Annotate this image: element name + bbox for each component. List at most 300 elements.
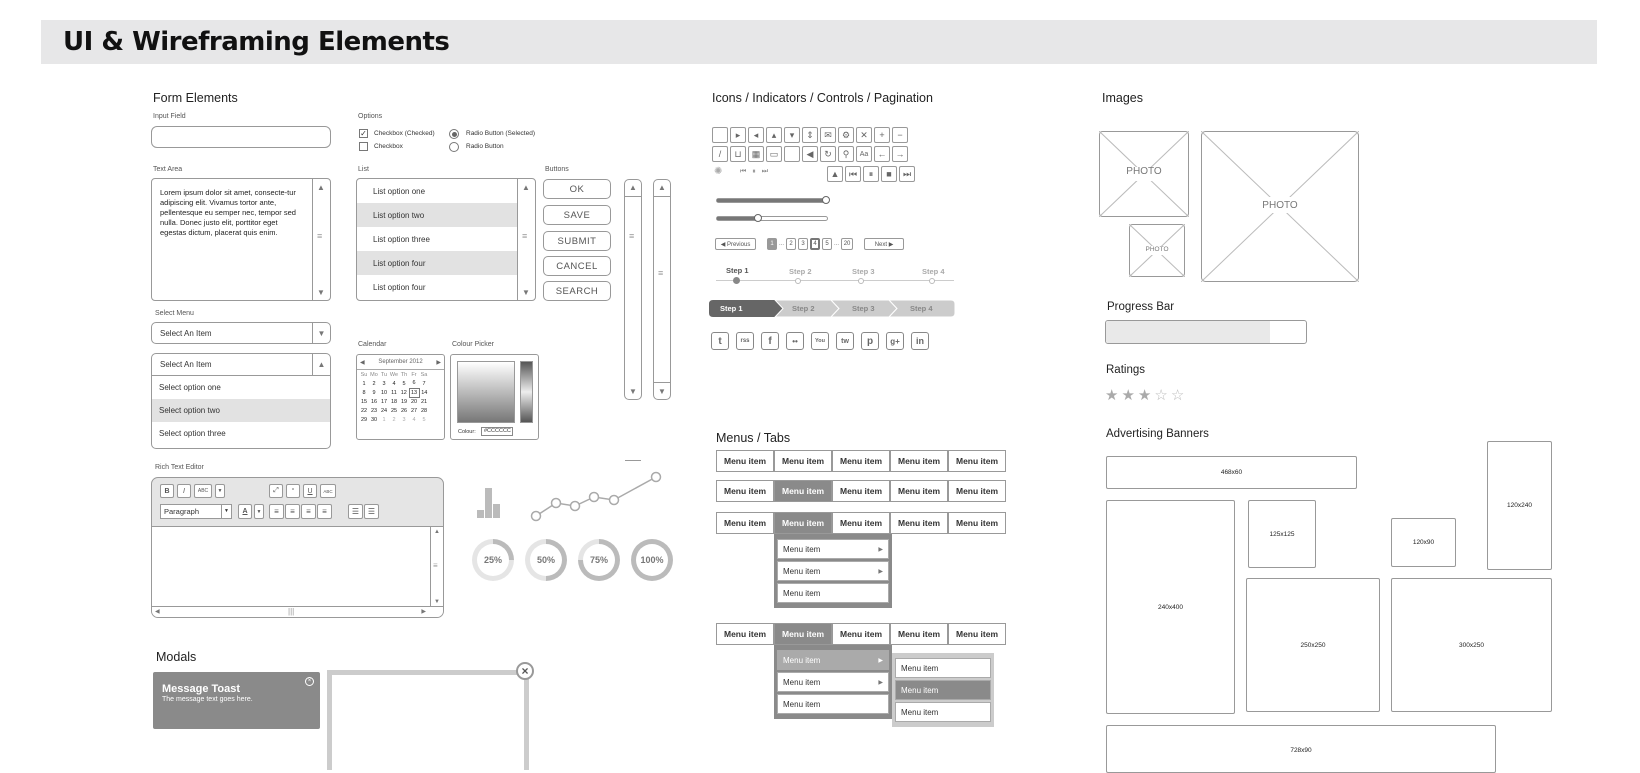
chevron-right-icon: ▶ (878, 657, 883, 664)
calendar-day[interactable]: 21 (420, 398, 428, 405)
submit-button[interactable]: SUBMIT (543, 231, 611, 251)
calendar-day[interactable]: 18 (390, 398, 398, 405)
scroll-down-icon[interactable]: ▼ (317, 288, 325, 297)
chevron-down-icon[interactable]: ▼ (215, 484, 225, 498)
select-menu-label: Select Menu (155, 310, 194, 317)
list-box[interactable] (356, 178, 536, 301)
radio-selected[interactable] (449, 129, 459, 139)
checkbox-label: Checkbox (374, 143, 403, 150)
donut-label: 75% (583, 544, 615, 576)
scroll-down-icon[interactable]: ▼ (434, 599, 440, 605)
scroll-grip-icon[interactable]: ≡ (629, 231, 635, 241)
calendar-day[interactable]: 2 (372, 380, 376, 387)
dropdown-menu (774, 534, 892, 608)
plus-icon[interactable]: + (874, 127, 890, 143)
calendar-day[interactable]: 2 (392, 416, 396, 423)
select-menu-open[interactable] (151, 353, 331, 449)
menu-item[interactable]: Menu item (716, 450, 774, 472)
icons-title: Icons / Indicators / Controls / Pagination (712, 91, 933, 105)
checkbox-checked[interactable]: ✓ (360, 129, 367, 138)
calendar-day[interactable]: 14 (421, 389, 428, 396)
list-item[interactable]: List option four (373, 282, 426, 292)
arrow-down-icon[interactable]: ▾ (784, 127, 800, 143)
skip-back-icon[interactable]: ⏮ (845, 166, 861, 182)
step-breadcrumb-label[interactable]: Step 3 (852, 304, 875, 313)
progress-title: Progress Bar (1107, 301, 1175, 313)
menu-item[interactable]: Menu item (716, 512, 774, 534)
volume-icon[interactable]: ◀ (802, 146, 818, 162)
step-label: Step 4 (922, 267, 945, 276)
menu-bar (716, 623, 1006, 645)
calendar-day-header: Th (400, 371, 408, 378)
scroll-up-icon[interactable]: ▲ (522, 183, 530, 192)
chevron-up-icon[interactable]: ▲ (312, 354, 330, 375)
facebook-icon[interactable]: f (761, 332, 779, 350)
calendar-day[interactable]: 20 (410, 398, 418, 405)
form-elements-title: Form Elements (153, 91, 238, 105)
buttons-label: Buttons (545, 166, 569, 173)
submenu-item-label: Menu item (901, 663, 939, 673)
checkbox-checked-label: Checkbox (Checked) (374, 130, 435, 137)
calendar-day[interactable]: 8 (362, 389, 366, 396)
dropdown-item[interactable] (777, 672, 889, 692)
menu-item-selected[interactable]: Menu item (774, 623, 832, 645)
scroll-right-icon[interactable]: ▶ (421, 609, 426, 615)
underline-icon[interactable]: U (303, 484, 317, 498)
text-area-label: Text Area (153, 166, 183, 173)
input-field[interactable] (151, 126, 331, 148)
dropdown-item-label: Menu item (783, 544, 821, 554)
list-item[interactable]: List option four (357, 251, 518, 275)
banner-240x400: 240x400 (1106, 500, 1235, 714)
scroll-up-icon[interactable]: ▲ (434, 529, 440, 535)
list-item[interactable]: List option one (373, 186, 426, 196)
stop-icon[interactable]: ■ (881, 166, 897, 182)
list-item[interactable]: List option two (357, 203, 518, 227)
calendar-day[interactable]: 16 (370, 398, 378, 405)
tumblr-icon[interactable]: t (711, 332, 729, 350)
calendar-day[interactable]: 9 (372, 389, 376, 396)
editor-body[interactable] (152, 526, 443, 618)
calculator-icon[interactable]: ▦ (748, 146, 764, 162)
step-dot (795, 278, 801, 284)
chevron-down-icon[interactable]: ▼ (254, 504, 264, 519)
slider-handle[interactable] (754, 214, 762, 222)
step-label: Step 3 (852, 267, 875, 276)
banner-125x125: 125x125 (1248, 500, 1316, 568)
align-justify-icon[interactable]: ≡ (317, 504, 332, 519)
star-filled-icon[interactable]: ★ (1121, 387, 1135, 404)
step-dot (929, 278, 935, 284)
colour-value-field[interactable]: #CCCCCC (481, 427, 513, 436)
spellcheck-icon[interactable]: ABC (194, 484, 212, 498)
font-color-icon[interactable]: A (238, 504, 252, 519)
text-area-content: Lorem ipsum dolor sit amet, consecte-tur adipiscing elit. Vivamus tortor ante, pellentesque eu semper nec, tempor sed nulla. Donec justo elit, porttitor eget egestas dictum, placerat quis enim. (160, 188, 296, 237)
submenu-item-label: Menu item (901, 707, 939, 717)
menu-bar (716, 480, 1006, 502)
calendar-day-header: Mo (370, 371, 378, 378)
editor-hscroll[interactable] (152, 606, 443, 618)
slider-handle[interactable] (822, 196, 830, 204)
scroll-left-icon[interactable]: ◀ (155, 609, 160, 615)
dropdown-menu (774, 645, 892, 719)
pagination-prev[interactable]: ◀ Previous (715, 238, 756, 250)
pinterest-icon[interactable]: p (861, 332, 879, 350)
progress-bar (1105, 320, 1307, 344)
colour-slider[interactable] (520, 361, 533, 423)
search-button[interactable]: SEARCH (543, 281, 611, 301)
menu-item[interactable]: Menu item (948, 623, 1006, 645)
calendar-day[interactable]: 23 (370, 407, 378, 414)
star-rating[interactable] (1105, 386, 1184, 404)
close-icon[interactable]: ✕ (856, 127, 872, 143)
menu-item[interactable]: Menu item (948, 512, 1006, 534)
message-toast (153, 672, 320, 729)
calendar-day[interactable]: 7 (422, 380, 426, 387)
scroll-down-icon[interactable]: ▼ (522, 288, 530, 297)
dropdown-item[interactable] (777, 539, 889, 559)
calendar-day-header: We (389, 371, 399, 378)
dropdown-item-label: Menu item (783, 566, 821, 576)
text-area[interactable] (151, 178, 331, 301)
menu-item[interactable]: Menu item (832, 623, 890, 645)
star-filled-icon[interactable]: ★ (1105, 387, 1119, 404)
close-icon[interactable]: × (305, 677, 314, 686)
menu-item[interactable]: Menu item (890, 512, 948, 534)
numbered-list-icon[interactable]: ☰ (364, 504, 379, 519)
donut-label: 50% (530, 544, 562, 576)
scroll-grip-icon[interactable]: ≡ (658, 268, 664, 278)
select-value: Select An Item (160, 360, 212, 369)
menu-item[interactable]: Menu item (948, 480, 1006, 502)
progress-fill (1106, 321, 1270, 343)
pencil-icon[interactable]: / (712, 146, 728, 162)
bold-icon[interactable]: B (160, 484, 174, 498)
chevron-right-icon: ▶ (878, 546, 883, 553)
scroll-up-icon[interactable]: ▲ (317, 183, 325, 192)
select-option[interactable]: Select option one (159, 383, 221, 392)
calendar-day[interactable]: 15 (360, 398, 368, 405)
donut-indicator (631, 539, 673, 581)
youtube-icon[interactable]: You (811, 332, 829, 350)
search-icon[interactable]: ⚲ (838, 146, 854, 162)
minus-icon[interactable]: − (892, 127, 908, 143)
submenu (892, 653, 994, 727)
prev-month-icon[interactable]: ◀ (360, 359, 365, 366)
forward-arrow-icon[interactable]: → (892, 146, 908, 162)
rss-icon[interactable]: rss (736, 332, 754, 350)
blank-icon[interactable] (712, 127, 728, 143)
star-filled-icon[interactable]: ★ (1137, 387, 1152, 404)
calendar[interactable] (356, 354, 445, 440)
menus-title: Menus / Tabs (716, 431, 791, 445)
google-plus-icon[interactable]: g+ (886, 332, 904, 350)
list-label: List (358, 166, 369, 173)
italic-icon[interactable]: I (177, 484, 191, 498)
icon-row-3 (827, 166, 915, 182)
cart-icon[interactable]: ⊔ (730, 146, 746, 162)
radio-label: Radio Button (466, 143, 504, 150)
dropdown-item[interactable] (777, 583, 889, 603)
photo-label: PHOTO (1262, 200, 1298, 211)
calendar-day[interactable]: 12 (400, 389, 407, 396)
menu-item[interactable]: Menu item (774, 450, 832, 472)
step-track (716, 280, 954, 281)
pagination-page[interactable]: 20 (841, 238, 853, 250)
font-size-icon[interactable]: Aa (856, 146, 872, 162)
calendar-day[interactable]: 26 (400, 407, 408, 414)
menu-item[interactable]: Menu item (832, 480, 890, 502)
toast-title: Message Toast (162, 683, 241, 695)
media-controls-icon[interactable]: ⏮ ⏸ ⏭ (740, 168, 770, 175)
modal-window (327, 670, 529, 770)
linkedin-icon[interactable]: in (911, 332, 929, 350)
dropdown-item-highlighted[interactable] (777, 650, 889, 670)
donut-indicator (578, 539, 620, 581)
arrow-up-icon[interactable]: ▴ (766, 127, 782, 143)
calendar-day[interactable]: 24 (380, 407, 388, 414)
calendar-day[interactable]: 1 (382, 416, 386, 423)
play-icon[interactable]: ▸ (730, 127, 746, 143)
checkbox[interactable] (359, 142, 368, 151)
step-dot (858, 278, 864, 284)
chevron-right-icon: ▶ (878, 679, 883, 686)
dropdown-item-label: Menu item (783, 699, 821, 709)
calendar-day[interactable]: 11 (391, 389, 397, 396)
menu-item[interactable]: Menu item (890, 623, 948, 645)
calendar-day[interactable]: 29 (360, 416, 368, 423)
calendar-label: Calendar (358, 341, 387, 348)
save-button[interactable]: SAVE (543, 205, 611, 225)
line-chart-icon (530, 468, 665, 522)
banner-120x90: 120x90 (1391, 518, 1456, 567)
icon-row-1 (712, 127, 908, 143)
align-center-icon[interactable]: ≡ (285, 504, 300, 519)
calendar-day[interactable]: 4 (392, 380, 396, 387)
calendar-day[interactable]: 30 (370, 416, 378, 423)
chevron-right-icon: ▶ (878, 568, 883, 575)
dropdown-item-label: Menu item (783, 655, 821, 665)
star-empty-icon[interactable]: ☆ (1154, 387, 1168, 404)
scroll-down-icon[interactable]: ▼ (658, 387, 666, 396)
banner-468x60: 468x60 (1106, 456, 1357, 489)
calendar-day[interactable]: 6 (412, 380, 416, 387)
text-area-scrollbar[interactable] (312, 179, 330, 300)
scroll-up-icon[interactable]: ▲ (658, 183, 666, 192)
photo-label: PHOTO (1145, 246, 1169, 253)
paragraph-select-value: Paragraph (164, 507, 200, 516)
banners-title: Advertising Banners (1106, 428, 1209, 440)
dropdown-item-label: Menu item (783, 677, 821, 687)
pagination-next[interactable]: Next ▶ (864, 238, 904, 250)
pause-icon[interactable]: ⏸ (863, 166, 879, 182)
page-title: UI & Wireframing Elements (63, 27, 450, 57)
scroll-grip-icon[interactable]: ≡ (433, 561, 438, 570)
scroll-up-icon[interactable]: ▲ (629, 183, 637, 192)
bulleted-list-icon[interactable]: ☰ (348, 504, 363, 519)
pagination-page[interactable]: 4 (810, 238, 820, 250)
gear-icon[interactable]: ⚙ (838, 127, 854, 143)
calendar-day-header: Sa (420, 371, 428, 378)
input-field-label: Input Field (153, 113, 186, 120)
step-breadcrumb-label[interactable]: Step 2 (792, 304, 815, 313)
step-label: Step 1 (726, 266, 749, 275)
card-icon[interactable]: ▭ (766, 146, 782, 162)
menu-item[interactable]: Menu item (832, 450, 890, 472)
colour-picker[interactable] (450, 354, 539, 440)
options-label: Options (358, 113, 383, 120)
close-icon[interactable]: × (516, 662, 534, 680)
menu-item[interactable]: Menu item (890, 450, 948, 472)
menu-bar (716, 512, 1006, 534)
banner-300x250: 300x250 (1391, 578, 1552, 712)
photo-label: PHOTO (1126, 166, 1162, 177)
pagination-page[interactable]: 3 (798, 238, 808, 250)
calendar-day[interactable]: 17 (380, 398, 388, 405)
pagination-page[interactable]: 5 (822, 238, 832, 250)
menu-item[interactable]: Menu item (948, 450, 1006, 472)
twitter-icon[interactable]: tw (836, 332, 854, 350)
scroll-grip-icon[interactable]: ≡ (317, 231, 323, 241)
donut-label: 100% (636, 544, 668, 576)
align-right-icon[interactable]: ≡ (301, 504, 316, 519)
banner-120x240: 120x240 (1487, 441, 1552, 570)
radio-button[interactable] (449, 142, 459, 152)
social-icons (711, 332, 929, 350)
calendar-grid[interactable] (359, 370, 429, 424)
menu-item[interactable]: Menu item (832, 512, 890, 534)
skip-forward-icon[interactable]: ⏭ (899, 166, 915, 182)
radio-selected-label: Radio Button (Selected) (466, 130, 536, 137)
align-left-icon[interactable]: ≡ (269, 504, 284, 519)
step-label: Step 2 (789, 267, 812, 276)
step-dot (733, 277, 740, 284)
step-breadcrumb-label[interactable]: Step 1 (720, 304, 743, 313)
dropdown-item-label: Menu item (783, 588, 821, 598)
menu-item-selected[interactable]: Menu item (774, 480, 832, 502)
select-value: Select An Item (160, 329, 212, 338)
slider-track[interactable] (716, 198, 828, 203)
submenu-item-selected[interactable] (895, 680, 991, 700)
calendar-day-header: Su (360, 371, 368, 378)
pagination-page[interactable]: 2 (786, 238, 796, 250)
paragraph-select[interactable] (160, 504, 232, 519)
fullscreen-icon[interactable]: ⤢ (269, 484, 283, 498)
vertical-scrollbar[interactable] (653, 179, 671, 400)
donut-indicator (472, 539, 514, 581)
pagination-page[interactable]: 1 (767, 238, 777, 250)
calendar-day[interactable]: 19 (400, 398, 408, 405)
calendar-month: September 2012 (378, 359, 423, 365)
banner-250x250: 250x250 (1246, 578, 1380, 712)
calendar-day[interactable]: 1 (362, 380, 366, 387)
blank-icon[interactable] (784, 146, 800, 162)
rich-text-editor-label: Rich Text Editor (155, 464, 204, 471)
images-title: Images (1102, 91, 1143, 105)
sort-icon[interactable]: ⇕ (802, 127, 818, 143)
vertical-scrollbar[interactable] (624, 179, 642, 400)
select-option[interactable]: Select option two (152, 399, 330, 422)
calendar-day[interactable]: 27 (410, 407, 418, 414)
calendar-day[interactable]: 3 (402, 416, 406, 423)
calendar-day-header: Fr (411, 371, 417, 378)
modals-title: Modals (156, 650, 197, 664)
editor-vscroll[interactable] (430, 527, 443, 606)
menu-bar (716, 450, 1006, 472)
chevron-down-icon[interactable]: ▼ (312, 323, 330, 343)
submenu-item[interactable] (895, 702, 991, 722)
pagination-ellipsis: ... (834, 241, 840, 247)
cancel-button[interactable]: CANCEL (543, 256, 611, 276)
back-arrow-icon[interactable]: ← (874, 146, 890, 162)
colour-text: Colour: (458, 429, 476, 435)
ok-button[interactable]: OK (543, 179, 611, 199)
scroll-grip-icon[interactable]: ≡ (522, 231, 528, 241)
loading-spinner-icon: ✺ (714, 166, 723, 177)
select-menu[interactable] (151, 322, 331, 344)
submenu-item[interactable] (895, 658, 991, 678)
donut-indicator (525, 539, 567, 581)
calendar-day[interactable]: 10 (380, 389, 388, 396)
menu-item[interactable]: Menu item (716, 623, 774, 645)
flickr-icon[interactable]: •• (786, 332, 804, 350)
mail-icon[interactable]: ✉ (820, 127, 836, 143)
calendar-day[interactable]: 13 (410, 389, 418, 396)
slider-track[interactable] (716, 216, 828, 221)
scroll-down-icon[interactable]: ▼ (629, 387, 637, 396)
ratings-title: Ratings (1106, 364, 1145, 376)
banner-728x90: 728x90 (1106, 725, 1496, 773)
next-month-icon[interactable]: ▶ (436, 359, 441, 366)
pagination (715, 238, 904, 250)
donut-label: 25% (477, 544, 509, 576)
calendar-day[interactable]: 4 (412, 416, 416, 423)
rich-text-editor[interactable] (151, 477, 444, 618)
calendar-day[interactable]: 5 (422, 416, 426, 423)
menu-item[interactable]: Menu item (890, 480, 948, 502)
chevron-down-icon[interactable]: ▼ (221, 505, 231, 518)
donut-indicators (472, 539, 673, 581)
submenu-item-label: Menu item (901, 685, 939, 695)
calendar-day[interactable]: 25 (390, 407, 398, 414)
icon-row-2 (712, 146, 908, 162)
quote-icon[interactable]: “ (286, 484, 300, 498)
refresh-icon[interactable]: ↻ (820, 146, 836, 162)
select-option[interactable]: Select option three (159, 429, 226, 438)
menu-item-selected[interactable]: Menu item (774, 512, 832, 534)
scroll-grip-icon[interactable]: ||| (288, 607, 295, 616)
bar-chart-icon (477, 488, 500, 518)
dropdown-item[interactable] (777, 694, 889, 714)
dropdown-item[interactable] (777, 561, 889, 581)
menu-item[interactable]: Menu item (716, 480, 774, 502)
arrow-left-icon[interactable]: ◂ (748, 127, 764, 143)
colour-picker-label: Colour Picker (452, 341, 495, 348)
calendar-day-header: Tu (380, 371, 388, 378)
toast-text: The message text goes here. (162, 696, 253, 703)
strikethrough-icon[interactable]: ABC (320, 484, 336, 498)
colour-field[interactable] (457, 361, 515, 423)
calendar-day[interactable]: 5 (402, 380, 406, 387)
list-scrollbar[interactable] (517, 179, 535, 300)
calendar-day[interactable]: 22 (360, 407, 368, 414)
list-item[interactable]: List option three (373, 234, 430, 244)
star-empty-icon[interactable]: ☆ (1170, 387, 1185, 404)
eject-icon[interactable]: ▲ (827, 166, 843, 182)
calendar-day[interactable]: 3 (382, 380, 386, 387)
calendar-day[interactable]: 28 (420, 407, 428, 414)
step-breadcrumb-label[interactable]: Step 4 (910, 304, 933, 313)
